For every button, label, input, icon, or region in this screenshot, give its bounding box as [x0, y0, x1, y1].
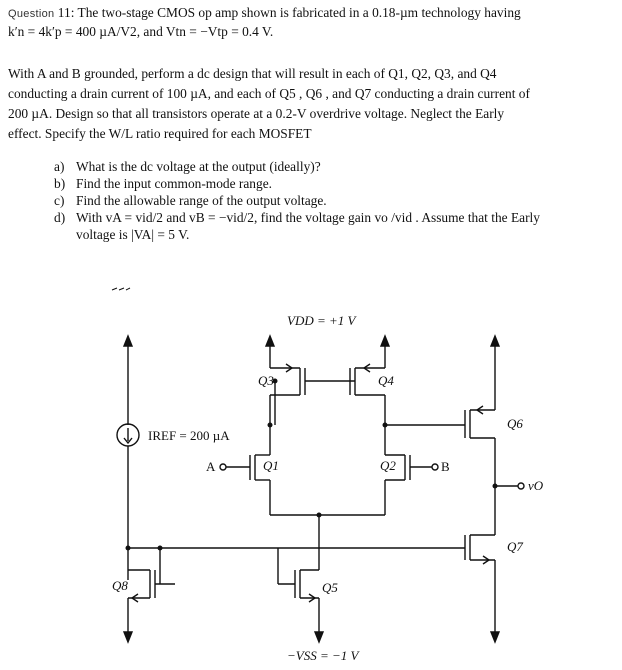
part-item: c) Find the allowable range of the output voltage.: [54, 193, 327, 208]
statement-line4: effect. Specify the W/L ratio required for each MOSFET: [8, 126, 312, 141]
statement-line3: 200 µA. Design so that all transistors operate at a 0.2-V overdrive voltage. Neglect the Early: [8, 106, 505, 121]
output-label: vO: [528, 478, 544, 493]
transistor-q2-icon: [385, 440, 438, 515]
question-number: 11:: [57, 5, 75, 20]
question-line2: k′n = 4k′p = 400 µA/V2, and Vtn = −Vtp = 0.4 V.: [8, 24, 274, 39]
q8-label: Q8: [112, 578, 128, 593]
iref-label: IREF = 200 µA: [148, 428, 230, 443]
transistor-q8-icon: [128, 570, 175, 602]
q6-label: Q6: [507, 416, 523, 431]
statement-line1: With A and B grounded, perform a dc design that will result in each of Q1, Q2, Q3, and Q4: [8, 66, 497, 81]
q7-label: Q7: [507, 539, 523, 554]
vdd-label: VDD = +1 V: [287, 313, 356, 328]
q3-label: Q3: [258, 373, 274, 388]
transistor-q5-icon: [278, 548, 319, 602]
q5-label: Q5: [322, 580, 338, 595]
statement-line2: conducting a drain current of 100 µA, and each of Q5 , Q6 , and Q7 conducting a drain current of: [8, 86, 530, 101]
q4-label: Q4: [378, 373, 394, 388]
part-item: d) With vA = vid/2 and vB = −vid/2, find the voltage gain vo /vid . Assume that the Early: [54, 210, 540, 225]
vss-label: −VSS = −1 V: [287, 648, 359, 663]
transistor-q6-icon: [465, 406, 495, 535]
node-b-label: B: [441, 459, 450, 474]
part-item: b) Find the input common-mode range.: [54, 176, 272, 191]
question-label: Question: [8, 8, 55, 20]
node-a-label: A: [206, 459, 216, 474]
q1-label: Q1: [263, 458, 279, 473]
transistor-q3-icon: [270, 364, 355, 425]
q2-label: Q2: [380, 458, 396, 473]
question-line1: The two-stage CMOS op amp shown is fabricated in a 0.18-µm technology having: [77, 5, 521, 20]
part-item: voltage is |VA| = 5 V.: [76, 227, 190, 242]
current-source-icon: [117, 424, 139, 580]
transistor-q7-icon: [465, 535, 495, 564]
part-item: a) What is the dc voltage at the output (ideally)?: [54, 159, 321, 174]
